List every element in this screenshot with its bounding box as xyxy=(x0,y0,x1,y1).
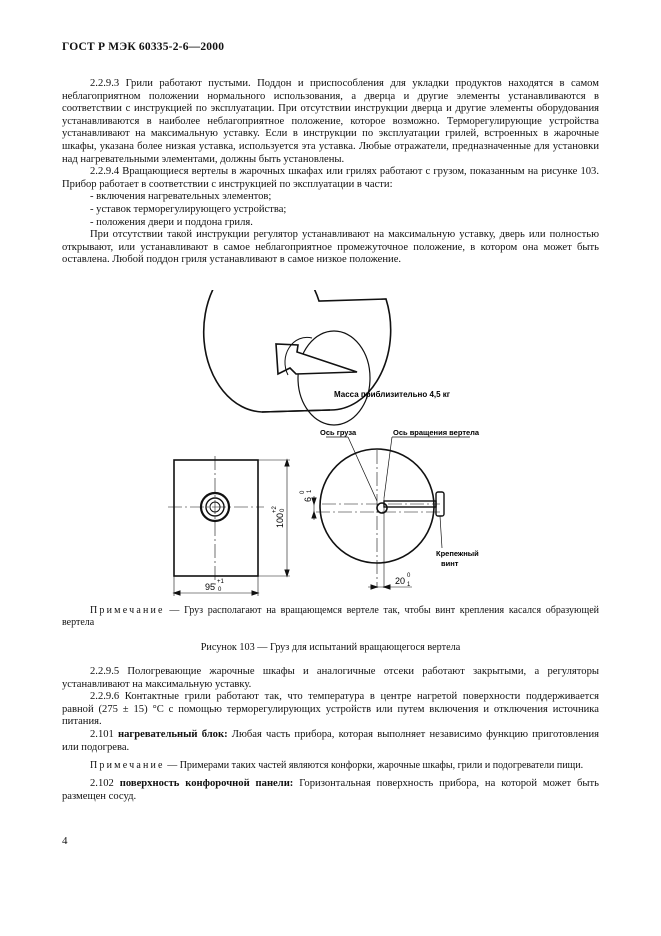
paragraph-2294: 2.2.9.4 Вращающиеся вертелы в жарочных шкафах или грилях работают с грузом, показанным на рисунке 103. Прибор работает в соответствии с инструкцией по эксплуатации в части: xyxy=(62,166,599,190)
dim-height-main: 100 xyxy=(275,512,285,528)
page-number: 4 xyxy=(62,835,68,847)
bottom-text-block xyxy=(62,666,599,803)
paragraph-2293: 2.2.9.3 Грили работают пустыми. Поддон и приспособления для укладки продуктов находятся в самом неблагоприятном положении нормального использования, а дверца и другие элементы устанавливаются в соответствии с инструкцией по эксплуатации. При отсутствии инструкции дверца и другие элементы оборудования устанавливаются в наиболее неблагоприятное положение, которое возможно. Терморегулирующие устройства устанавливают на максимальную уставку. Если в инструкции по эксплуатации грилей, встроенных в жарочные шкафы, указана более низкая уставка, используется эта уставка. Любые отражатели, предназначенные для установки над нагревательными элементами, должны быть установлены. xyxy=(62,78,599,165)
definition-text: Любая часть прибора, которая выполняет независимо функцию приготовления или подогрева. xyxy=(62,728,599,753)
definition-term: нагревательный блок: xyxy=(118,728,228,740)
note-label: Примечание xyxy=(90,760,165,772)
dim-bottom-tol-top: 0 xyxy=(407,573,411,579)
dim-width-tol-top: +1 xyxy=(217,579,224,585)
dim-height-tol-bot: 0 xyxy=(280,508,286,512)
cylinder-weight-drawing xyxy=(204,290,391,425)
front-view-outline xyxy=(174,460,258,576)
definition-2102 xyxy=(62,778,599,803)
axis-rotation-label: Ось вращения вертела xyxy=(393,428,480,437)
dim-offset-main: 6 xyxy=(303,496,313,502)
note-heating-units xyxy=(62,760,599,772)
screw-label-1: Крепежный xyxy=(436,549,479,558)
definition-text: Горизонтальная поверхность прибора, на которой может быть размещен сосуд. xyxy=(62,778,600,802)
paragraph-no-instruction: При отсутствии такой инструкции регулятор устанавливают на максимальную уставку, дверь или полностью открывают, или устанавливают в самое неблагоприятное промежуточное положение, в котором она может быть оставлена. Любой поддон гриля устанавливают в самое низкое положение. xyxy=(62,229,599,266)
document-header: ГОСТ Р МЭК 60335-2-6—2000 xyxy=(62,41,225,53)
figure-note xyxy=(62,605,599,629)
dim-height-tol-top: +2 xyxy=(272,506,278,513)
figure-caption: Рисунок 103 — Груз для испытаний вращающегося вертела xyxy=(200,642,461,653)
figure-note-label: Примечание xyxy=(90,605,165,616)
list-item: - положения двери и поддона гриля. xyxy=(90,216,253,228)
dim-offset-tol-top: 0 xyxy=(300,490,306,494)
definition-number: 2.102 xyxy=(90,778,120,790)
definition-term: поверхность конфорочной панели: xyxy=(119,778,294,790)
figure-note-block xyxy=(62,605,599,629)
definition-2101 xyxy=(62,729,599,754)
note-text: — Примерами таких частей являются конфорки, жарочные шкафы, грили и подогреватели пищи. xyxy=(164,760,584,772)
dim-bottom-main: 20 xyxy=(395,576,406,586)
front-view xyxy=(168,456,290,596)
axis-weight-label: Ось груза xyxy=(320,428,357,437)
mass-label: Масса приблизительно 4,5 кг xyxy=(334,390,451,399)
definition-number: 2.101 xyxy=(90,728,119,740)
list-item: - включения нагревательных элементов; xyxy=(90,191,272,203)
dim-width-main: 95 xyxy=(205,582,216,592)
figure-103 xyxy=(0,290,661,620)
dim-bottom-tol-bot: 1 xyxy=(407,582,411,588)
paragraph-2296: 2.2.9.6 Контактные грили работают так, что температура в центре нагретой поверхности поддерживается равной (275 ± 15) °С с помощью терморегулирующих устройств или путем включения и отключения источника питания. xyxy=(62,691,599,728)
list-item: - уставок терморегулирующего устройства; xyxy=(90,203,287,215)
paragraph-2295: 2.2.9.5 Пологревающие жарочные шкафы и аналогичные отсеки работают закрытыми, а регуляторы устанавливают на максимальную уставку. xyxy=(62,666,599,690)
dim-offset-tol-bot: 1 xyxy=(307,489,313,493)
figure-note-text: — Груз располагают на вращающемся вертеле так, чтобы винт крепления касался образующей вертела xyxy=(62,605,599,628)
screw-label-2: винт xyxy=(441,559,459,568)
top-text-block xyxy=(62,78,599,267)
dim-width-tol-bot: 0 xyxy=(218,587,222,593)
